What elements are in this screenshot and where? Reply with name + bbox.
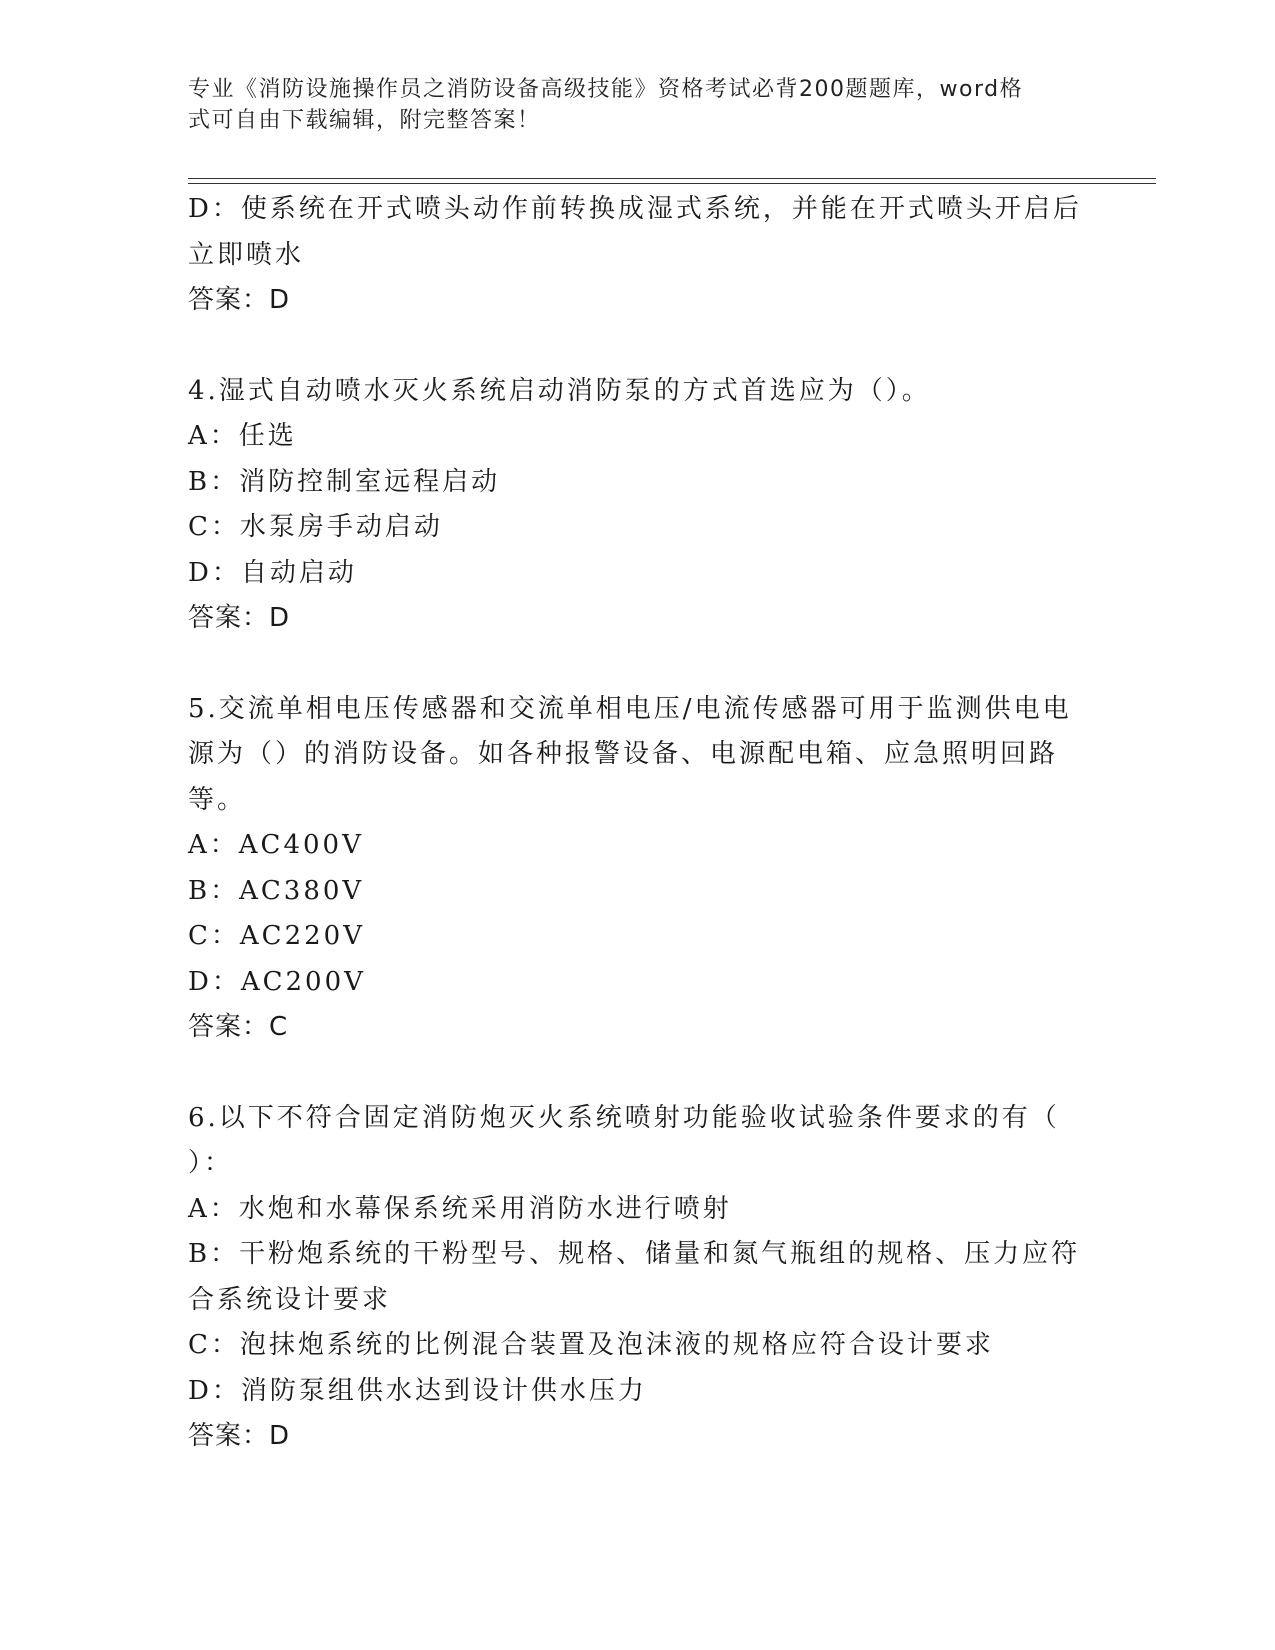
option-a: A：水炮和水幕保系统采用消防水进行喷射 [188, 1193, 732, 1224]
option-a: A：AC400V [188, 830, 364, 860]
header-line-1: 专业《消防设施操作员之消防设备高级技能》资格考试必背200题题库，word格 [188, 77, 1024, 102]
document-body [188, 187, 1088, 1460]
option-d-cont: 立即喷水 [188, 239, 305, 270]
question-5 [188, 687, 1088, 1051]
question-4 [188, 369, 1088, 642]
option-d: D：使系统在开式喷头动作前转换成湿式系统，并能在开式喷头开启后 [188, 194, 1082, 224]
answer: 答案：D [188, 285, 291, 315]
answer: 答案：D [188, 1421, 291, 1451]
question-stem: 4.湿式自动喷水灭火系统启动消防泵的方式首选应为（）。 [188, 375, 931, 406]
spacer [188, 642, 1088, 687]
header-rule-bottom [188, 183, 1156, 184]
option-b: B：消防控制室远程启动 [188, 466, 501, 497]
option-d: D：自动启动 [188, 557, 357, 588]
option-c: C：水泵房手动启动 [188, 512, 443, 542]
header-line-2: 式可自由下载编辑，附完整答案！ [188, 108, 541, 133]
question-stem: 6.以下不符合固定消防炮灭火系统喷射功能验收试验条件要求的有（ [188, 1102, 1060, 1133]
option-c: C：AC220V [188, 921, 365, 951]
question-6 [188, 1096, 1088, 1460]
question-stem-cont: 等。 [188, 784, 247, 815]
option-d: D：AC200V [188, 966, 366, 997]
question-stem-cont: ）： [188, 1148, 234, 1178]
question-stem: 5.交流单相电压传感器和交流单相电压/电流传感器可用于监测供电电 [188, 693, 1072, 724]
document-header [188, 74, 1078, 136]
header-rule-top [188, 178, 1156, 179]
answer: 答案：D [188, 603, 291, 633]
answer: 答案：C [188, 1012, 289, 1042]
option-d: D：消防泵组供水达到设计供水压力 [188, 1375, 647, 1406]
option-b: B：干粉炮系统的干粉型号、规格、储量和氮气瓶组的规格、压力应符 [188, 1239, 1081, 1269]
spacer [188, 1051, 1088, 1096]
spacer [188, 324, 1088, 369]
question-stem-cont: 源为（）的消防设备。如各种报警设备、电源配电箱、应急照明回路 [188, 739, 1059, 769]
option-a: A：任选 [188, 421, 297, 451]
option-b: B：AC380V [188, 875, 365, 906]
option-c: C：泡抹炮系统的比例混合装置及泡沫液的规格应符合设计要求 [188, 1330, 994, 1360]
option-b-cont: 合系统设计要求 [188, 1284, 392, 1315]
question-3-tail [188, 187, 1088, 324]
